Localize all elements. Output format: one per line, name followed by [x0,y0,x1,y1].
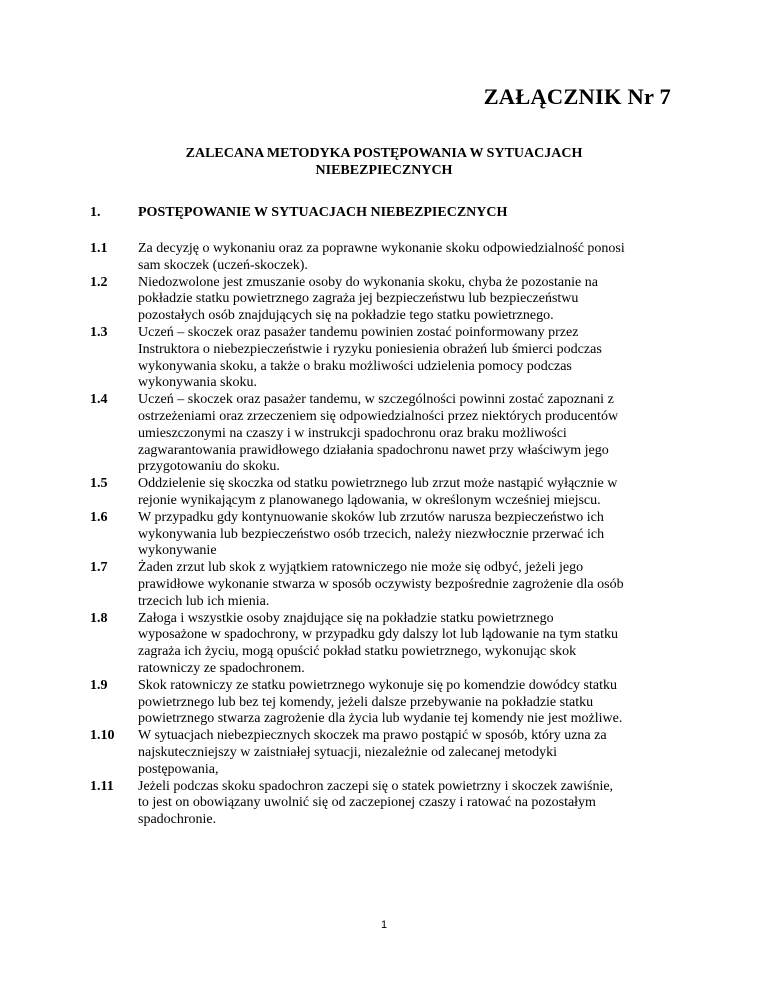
item-text-line: rejonie wynikającym z planowanego lądowania, w określonym wcześniej miejscu. [138,492,601,508]
item-text [138,392,690,476]
item-text-line: najskuteczniejszy w zaistniałej sytuacji, niezależnie od zalecanej metodyki [138,744,558,760]
item-text-line: Uczeń – skoczek oraz pasażer tandemu powinien zostać poinformowany przez [138,324,579,340]
item-text-line: to jest on obowiązany uwolnić się od zaczepionej czaszy i ratować na pozostałym [138,795,596,811]
list-item [90,560,690,610]
item-text [138,560,690,610]
list-item [90,779,690,829]
subtitle-line-2: NIEBEZPIECZNYCH [315,163,453,178]
item-text-line: ostrzeżeniami oraz zrzeczeniem się odpowiedzialności przez niektórych producentów [138,408,619,424]
item-number: 1.2 [90,274,108,290]
item-text-line: wykonywania skoku. [138,375,257,391]
item-text [138,476,690,510]
list-item [90,275,690,325]
section-title: POSTĘPOWANIE W SYTUACJACH NIEBEZPIECZNYCH [138,205,508,220]
item-text-line: W sytuacjach niebezpiecznych skoczek ma prawo postąpić w sposób, który uzna za [138,728,607,744]
list-item [90,392,690,476]
document-subtitle [0,145,768,179]
item-text [138,275,690,325]
item-text-line: wyposażone w spadochrony, w przypadku gdy dalszy lot lub lądowanie na tym statku [138,627,619,643]
item-text [138,510,690,560]
item-text [138,728,690,778]
item-number: 1.1 [90,241,108,256]
item-text-line: Załoga i wszystkie osoby znajdujące się na pokładzie statku powietrznego [138,610,554,626]
item-text-line: Żaden zrzut lub skok z wyjątkiem ratowniczego nie może się odbyć, jeżeli jego [138,560,584,576]
list-item [90,241,690,275]
item-number: 1.8 [90,610,108,626]
item-number: 1.10 [90,728,115,744]
item-text-line: postępowania, [138,761,219,777]
item-text [138,325,690,392]
item-text [138,611,690,678]
item-text-line: przygotowaniu do skoku. [138,459,280,475]
item-text [138,678,690,728]
item-text-line: pokładzie statku powietrznego zagraża jej bezpieczeństwu lub bezpieczeństwu [138,291,579,307]
item-number: 1.4 [90,392,108,408]
page-number: 1 [380,919,388,931]
item-text-line: Skok ratowniczy ze statku powietrznego wykonuje się po komendzie dowódcy statku [138,677,617,693]
item-number: 1.7 [90,560,108,576]
list-item [90,325,690,392]
item-text-line: Instruktora o niebezpieczeństwie i ryzyku poniesienia obrażeń lub śmierci podczas [138,341,602,357]
item-list [90,241,690,829]
item-text-line: prawidłowe wykonanie stwarza w sposób oczywisty bezpośrednie zagrożenie dla osób [138,576,624,592]
annex-title: ZAŁĄCZNIK Nr 7 [483,84,671,109]
item-text-line: W przypadku gdy kontynuowanie skoków lub zrzutów narusza bezpieczeństwo ich [138,509,604,525]
item-text-line: trzecich lub ich mienia. [138,593,270,609]
item-number: 1.9 [90,677,108,693]
item-text-line: umieszczonymi na czaszy i w instrukcji spadochronu oraz braku możliwości [138,425,567,441]
item-text-line: zagwarantowania prawidłowego działania spadochronu nawet przy właściwym jego [138,442,609,458]
list-item [90,728,690,778]
item-text [138,241,690,275]
list-item [90,611,690,678]
item-text-line: pozostałych osób znajdujących się na pokładzie tego statku powietrznego. [138,308,554,324]
item-text-line: wykonywania lub bezpieczeństwo osób trzecich, należy niezwłocznie przerwać ich [138,526,605,542]
item-number: 1.6 [90,509,108,525]
item-text-line: Za decyzję o wykonaniu oraz za poprawne wykonanie skoku odpowiedzialność ponosi [138,241,625,256]
item-text-line: ratowniczy ze spadochronem. [138,660,305,676]
list-item [90,678,690,728]
item-text-line: powietrznego stwarza zagrożenie dla życia lub wydanie tej komendy nie jest możliwe. [138,711,623,727]
item-text-line: zagraża ich życiu, mogą opuścić pokład statku powietrznego, wykonując skok [138,644,577,660]
subtitle-line-1: ZALECANA METODYKA POSTĘPOWANIA W SYTUACJACH [185,146,583,161]
item-number: 1.3 [90,324,108,340]
item-text-line: Niedozwolone jest zmuszanie osoby do wykonania skoku, chyba że pozostanie na [138,274,598,290]
item-number: 1.5 [90,476,108,492]
item-text-line: Uczeń – skoczek oraz pasażer tandemu, w szczególności powinni zostać zapoznani z [138,392,614,408]
item-number: 1.11 [90,778,114,794]
item-text-line: sam skoczek (uczeń-skoczek). [138,257,308,273]
item-text-line: wykonywania skoku, a także o braku możliwości udzielenia pomocy podczas [138,358,572,374]
list-item [90,510,690,560]
item-text-line: wykonywanie [138,543,217,559]
section-heading [90,205,690,221]
section-number: 1. [90,205,101,220]
item-text-line: Oddzielenie się skoczka od statku powietrznego lub zrzut może nastąpić wyłącznie w [138,476,618,492]
item-text-line: spadochronie. [138,812,217,828]
item-text-line: Jeżeli podczas skoku spadochron zaczepi się o statek powietrzny i skoczek zawiśnie, [138,778,614,794]
list-item [90,476,690,510]
item-text [138,779,690,829]
item-text-line: powietrznego lub bez tej komendy, jeżeli dalsze przebywanie na pokładzie statku [138,694,594,710]
